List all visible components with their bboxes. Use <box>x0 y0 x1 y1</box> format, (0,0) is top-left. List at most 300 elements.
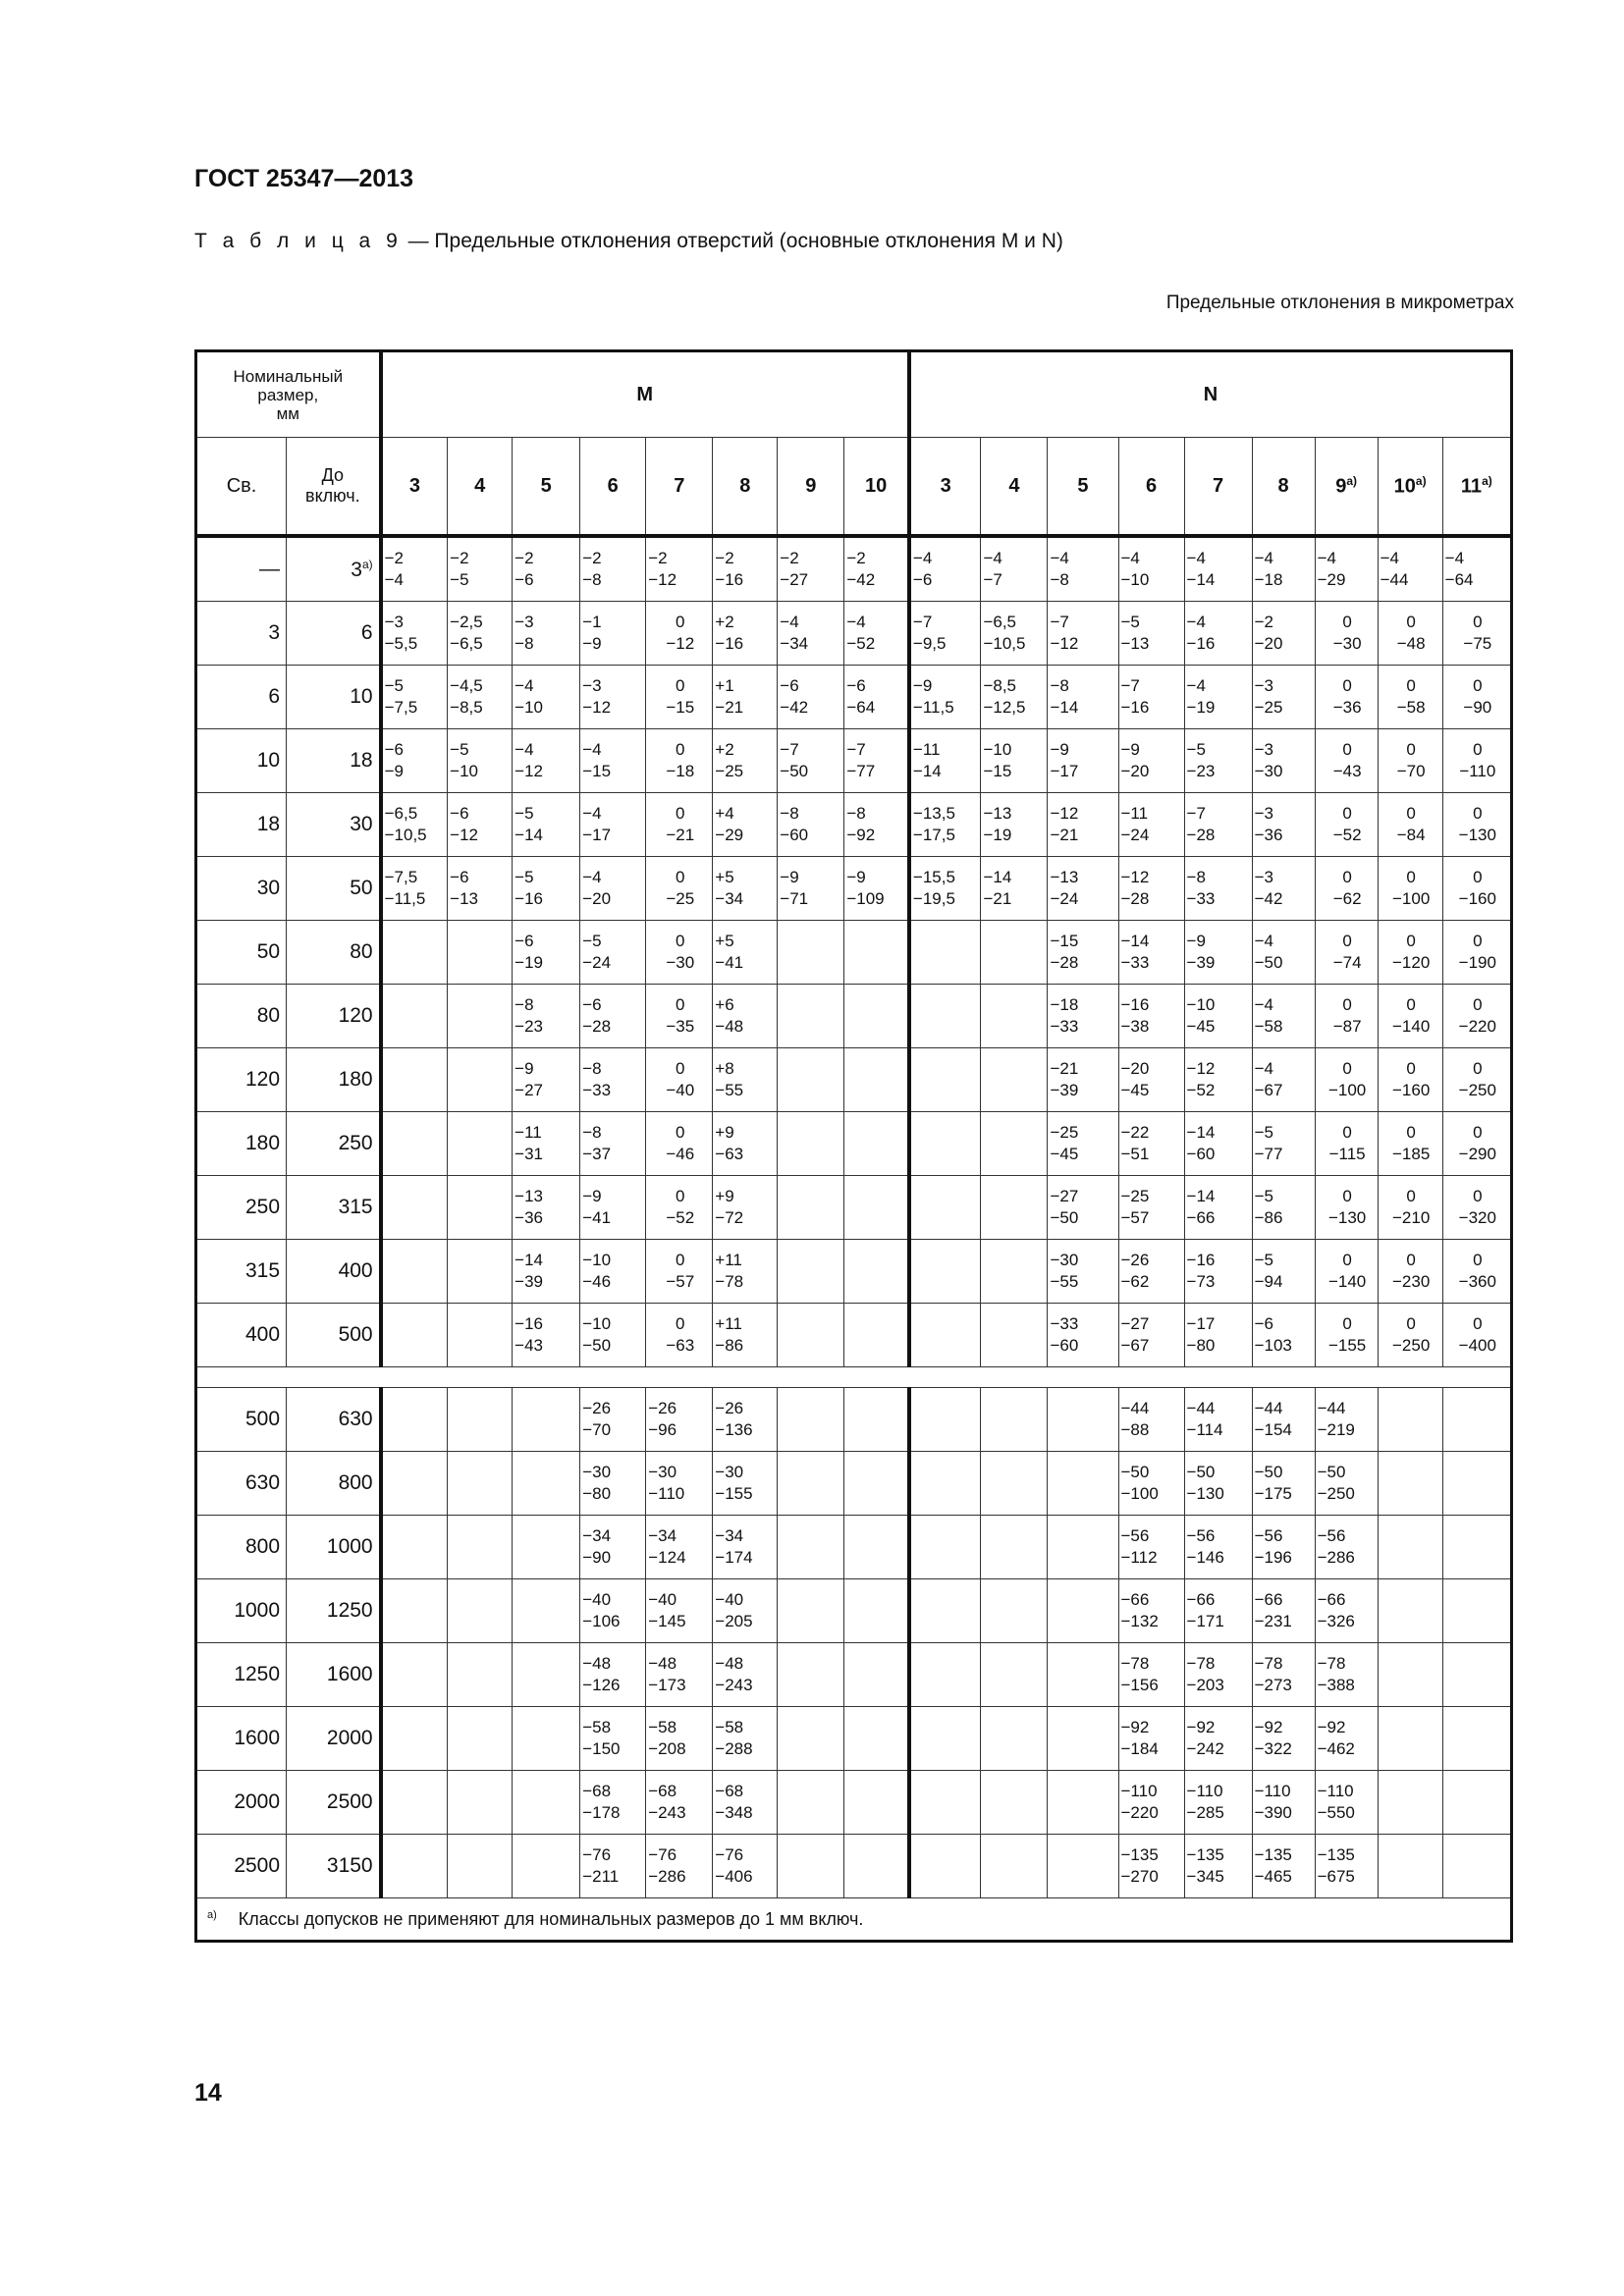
upper-deviation: −30 <box>1050 1251 1079 1269</box>
lower-deviation: −24 <box>1120 826 1150 844</box>
deviation-cell-n <box>981 1240 1048 1304</box>
lower-deviation: −34 <box>780 634 809 653</box>
size-from: 6 <box>196 666 287 729</box>
size-from: 315 <box>196 1240 287 1304</box>
upper-deviation: −13,5 <box>912 804 955 823</box>
deviation-cell-n <box>1442 793 1511 857</box>
lower-deviation: −112 <box>1120 1548 1158 1567</box>
deviation-cell-n <box>1184 1048 1252 1112</box>
deviation-cell-n <box>1442 1048 1511 1112</box>
deviation-cell-n <box>1048 1048 1118 1112</box>
size-to-value: 1000 <box>326 1535 373 1558</box>
upper-deviation: −4 <box>983 549 1002 567</box>
deviation-cell-m <box>513 1176 580 1240</box>
lower-deviation: −28 <box>1120 889 1150 908</box>
class-header-label: 4 <box>1008 474 1020 497</box>
lower-deviation: −462 <box>1317 1739 1355 1758</box>
lower-deviation: −320 <box>1458 1208 1496 1227</box>
upper-deviation: +8 <box>715 1059 734 1078</box>
upper-deviation: −26 <box>582 1399 612 1417</box>
deviation-cell-m <box>844 921 909 985</box>
lower-deviation: −10 <box>1120 570 1150 589</box>
lower-deviation: −16 <box>715 634 744 653</box>
class-header-n <box>1252 438 1315 537</box>
size-header-line: мм <box>276 403 299 423</box>
upper-deviation: 0 <box>1406 1314 1416 1333</box>
lower-deviation: −43 <box>1332 762 1362 780</box>
lower-deviation: −52 <box>1186 1081 1216 1099</box>
deviation-cell-n <box>981 1516 1048 1579</box>
deviation-cell-n <box>1315 729 1378 793</box>
class-header-label: 6 <box>1145 474 1158 497</box>
size-to <box>287 1835 381 1898</box>
deviation-cell-m <box>778 536 844 602</box>
upper-deviation: −4 <box>846 613 866 631</box>
lower-deviation: −273 <box>1254 1676 1292 1694</box>
deviation-cell-m <box>713 1771 778 1835</box>
lower-deviation: −60 <box>1186 1145 1216 1163</box>
deviation-cell-n <box>1252 1112 1315 1176</box>
upper-deviation: −4 <box>1186 549 1206 567</box>
upper-deviation: −2 <box>846 549 866 567</box>
deviation-cell-m <box>448 857 513 921</box>
deviation-cell-n <box>1252 602 1315 666</box>
upper-deviation: −6 <box>450 868 469 886</box>
size-from: 630 <box>196 1452 287 1516</box>
upper-deviation: −78 <box>1120 1654 1150 1673</box>
size-from: 10 <box>196 729 287 793</box>
class-header-n <box>1118 438 1184 537</box>
deviation-cell-m <box>844 1771 909 1835</box>
class-header-label: 5 <box>1077 474 1089 497</box>
upper-deviation: 0 <box>1342 676 1352 695</box>
lower-deviation: −74 <box>1332 953 1362 972</box>
upper-deviation: −13 <box>983 804 1012 823</box>
upper-deviation: −9 <box>1120 740 1140 759</box>
deviation-cell-m <box>713 1048 778 1112</box>
upper-deviation: −4 <box>1254 995 1273 1014</box>
upper-deviation: −26 <box>1120 1251 1150 1269</box>
lower-deviation: −27 <box>780 570 809 589</box>
deviation-cell-m <box>513 1304 580 1367</box>
deviation-cell-n <box>1048 1176 1118 1240</box>
lower-deviation: −45 <box>1050 1145 1079 1163</box>
table-separator-row <box>196 1367 1512 1388</box>
size-to <box>287 1707 381 1771</box>
upper-deviation: −34 <box>648 1526 677 1545</box>
size-to <box>287 1176 381 1240</box>
size-to-value: 18 <box>350 749 373 772</box>
upper-deviation: −6 <box>780 676 799 695</box>
lower-deviation: −17 <box>1050 762 1079 780</box>
lower-deviation: −110 <box>1459 762 1496 780</box>
lower-deviation: −33 <box>582 1081 612 1099</box>
upper-deviation: −40 <box>715 1590 744 1609</box>
lower-deviation: −84 <box>1396 826 1426 844</box>
deviation-cell-n <box>1315 1835 1378 1898</box>
lower-deviation: −12 <box>1050 634 1079 653</box>
deviation-cell-m <box>646 1707 713 1771</box>
lower-deviation: −100 <box>1120 1484 1159 1503</box>
upper-deviation: −3 <box>1254 740 1273 759</box>
upper-deviation: 0 <box>1342 613 1352 631</box>
deviation-cell-n <box>1378 1771 1442 1835</box>
upper-deviation: 0 <box>1406 868 1416 886</box>
upper-deviation: 0 <box>1473 1314 1483 1333</box>
deviation-cell-m <box>713 985 778 1048</box>
deviation-cell-n <box>1184 602 1252 666</box>
class-header-label: 9 <box>1335 475 1347 498</box>
deviation-cell-n <box>1184 1112 1252 1176</box>
deviation-cell-m <box>448 729 513 793</box>
lower-deviation: −8 <box>514 634 534 653</box>
upper-deviation: 0 <box>1473 740 1483 759</box>
upper-deviation: −8 <box>1186 868 1206 886</box>
deviation-cell-m <box>448 1112 513 1176</box>
upper-deviation: 0 <box>1406 1059 1416 1078</box>
deviation-cell-n <box>1315 857 1378 921</box>
deviation-cell-m <box>513 1516 580 1579</box>
deviation-cell-n <box>1442 1579 1511 1643</box>
class-header-m <box>778 438 844 537</box>
deviation-cell-n <box>1184 536 1252 602</box>
deviation-cell-n <box>909 857 981 921</box>
deviation-cell-m <box>448 1240 513 1304</box>
lower-deviation: −55 <box>715 1081 744 1099</box>
deviation-cell-m <box>713 857 778 921</box>
deviation-cell-n <box>1442 666 1511 729</box>
lower-deviation: −8 <box>1050 570 1069 589</box>
lower-deviation: −11,5 <box>384 889 426 908</box>
upper-deviation: −3 <box>384 613 404 631</box>
lower-deviation: −78 <box>715 1272 744 1291</box>
lower-deviation: −270 <box>1120 1867 1159 1886</box>
deviation-cell-n <box>1315 921 1378 985</box>
upper-deviation: −76 <box>715 1845 744 1864</box>
deviation-cell-m <box>778 793 844 857</box>
class-header-m <box>646 438 713 537</box>
lower-deviation: −14 <box>912 762 942 780</box>
lower-deviation: −16 <box>715 570 744 589</box>
deviation-cell-m <box>513 793 580 857</box>
deviation-cell-n <box>1118 793 1184 857</box>
upper-deviation: −5 <box>384 676 404 695</box>
deviation-cell-m <box>513 1112 580 1176</box>
deviation-cell-n <box>909 1112 981 1176</box>
lower-deviation: −173 <box>648 1676 686 1694</box>
deviation-cell-m <box>580 1048 646 1112</box>
lower-deviation: −17 <box>582 826 612 844</box>
class-header-label: 10 <box>864 474 888 497</box>
upper-deviation: −11 <box>912 740 941 759</box>
deviation-cell-m <box>448 536 513 602</box>
upper-deviation: −14 <box>1186 1187 1216 1205</box>
deviation-cell-n <box>1378 1707 1442 1771</box>
lower-deviation: −87 <box>1332 1017 1362 1036</box>
size-to <box>287 857 381 921</box>
deviation-cell-n <box>1184 1452 1252 1516</box>
deviation-cell-n <box>1048 921 1118 985</box>
lower-deviation: −39 <box>1186 953 1216 972</box>
lower-deviation: −130 <box>1458 826 1496 844</box>
upper-deviation: −44 <box>1120 1399 1150 1417</box>
deviation-cell-m <box>381 1388 448 1452</box>
deviation-cell-n <box>909 793 981 857</box>
deviation-cell-n <box>909 1048 981 1112</box>
deviation-cell-m <box>381 1516 448 1579</box>
size-to <box>287 793 381 857</box>
lower-deviation: −178 <box>582 1803 621 1822</box>
upper-deviation: −6,5 <box>384 804 418 823</box>
lower-deviation: −24 <box>1050 889 1079 908</box>
upper-deviation: +2 <box>715 740 734 759</box>
upper-deviation: −110 <box>1120 1782 1158 1800</box>
deviation-cell-n <box>1252 536 1315 602</box>
upper-deviation: −44 <box>1186 1399 1216 1417</box>
size-to-value: 1600 <box>326 1663 373 1685</box>
upper-deviation: −4 <box>1120 549 1140 567</box>
size-to <box>287 536 381 602</box>
size-to <box>287 921 381 985</box>
size-to-value: 250 <box>338 1132 373 1154</box>
upper-deviation: −2 <box>1254 613 1273 631</box>
deviation-cell-m <box>448 1835 513 1898</box>
deviation-cell-n <box>1315 985 1378 1048</box>
deviation-cell-m <box>381 666 448 729</box>
deviation-cell-n <box>1184 729 1252 793</box>
deviation-cell-n <box>1184 1835 1252 1898</box>
upper-deviation: −6 <box>1254 1314 1273 1333</box>
deviation-cell-n <box>1442 1707 1511 1771</box>
upper-deviation: −6 <box>582 995 602 1014</box>
deviation-cell-n <box>1378 1048 1442 1112</box>
deviation-cell-m <box>646 1048 713 1112</box>
upper-deviation: −135 <box>1120 1845 1159 1864</box>
deviation-cell-n <box>1048 602 1118 666</box>
deviation-cell-m <box>513 1835 580 1898</box>
upper-deviation: −30 <box>715 1463 744 1481</box>
document-id: ГОСТ 25347—2013 <box>194 165 414 192</box>
deviation-cell-n <box>1118 1112 1184 1176</box>
size-to-value: 180 <box>338 1068 373 1091</box>
size-to <box>287 666 381 729</box>
footnote-ref: а) <box>1415 473 1427 488</box>
upper-deviation: −78 <box>1317 1654 1346 1673</box>
lower-deviation: −9 <box>384 762 404 780</box>
deviation-cell-m <box>381 729 448 793</box>
lower-deviation: −40 <box>666 1081 695 1099</box>
class-header-label: 11 <box>1460 475 1483 498</box>
lower-deviation: −288 <box>715 1739 753 1758</box>
deviation-cell-n <box>1118 1176 1184 1240</box>
lower-deviation: −205 <box>715 1612 753 1630</box>
deviation-cell-n <box>1315 1452 1378 1516</box>
deviation-cell-m <box>778 1452 844 1516</box>
deviation-cell-n <box>1048 793 1118 857</box>
upper-deviation: −50 <box>1254 1463 1283 1481</box>
upper-deviation: −9 <box>1186 932 1206 950</box>
deviation-cell-m <box>513 1707 580 1771</box>
deviation-cell-n <box>1252 1048 1315 1112</box>
size-from: 800 <box>196 1516 287 1579</box>
deviation-cell-n <box>909 1643 981 1707</box>
deviation-cell-m <box>448 1452 513 1516</box>
lower-deviation: −6 <box>912 570 933 589</box>
deviation-cell-m <box>844 793 909 857</box>
deviation-cell-n <box>1252 1176 1315 1240</box>
deviation-cell-m <box>778 1304 844 1367</box>
lower-deviation: −77 <box>1254 1145 1283 1163</box>
upper-deviation: −17 <box>1186 1314 1216 1333</box>
lower-deviation: −326 <box>1317 1612 1355 1630</box>
upper-deviation: −2 <box>582 549 602 567</box>
upper-deviation: 0 <box>676 1059 685 1078</box>
lower-deviation: −132 <box>1120 1612 1159 1630</box>
lower-deviation: −44 <box>1380 570 1409 589</box>
upper-deviation: 0 <box>1342 1059 1352 1078</box>
deviation-cell-n <box>1048 1112 1118 1176</box>
upper-deviation: 0 <box>676 995 685 1014</box>
upper-deviation: −8 <box>846 804 866 823</box>
upper-deviation: −25 <box>1050 1123 1079 1142</box>
upper-deviation: −2 <box>648 549 668 567</box>
class-header-label: 4 <box>474 474 486 497</box>
deviation-cell-m <box>381 857 448 921</box>
lower-deviation: −16 <box>1186 634 1216 653</box>
upper-deviation: −92 <box>1317 1718 1346 1736</box>
lower-deviation: −7,5 <box>384 698 418 717</box>
upper-deviation: −110 <box>1254 1782 1291 1800</box>
lower-deviation: −39 <box>1050 1081 1079 1099</box>
upper-deviation: −76 <box>648 1845 677 1864</box>
size-to <box>287 1452 381 1516</box>
size-from: 50 <box>196 921 287 985</box>
upper-deviation: +2 <box>715 613 734 631</box>
lower-deviation: −30 <box>666 953 695 972</box>
deviation-cell-n <box>1184 1579 1252 1643</box>
deviation-cell-n <box>1378 1516 1442 1579</box>
deviation-cell-n <box>1315 1707 1378 1771</box>
deviation-cell-n <box>1442 1452 1511 1516</box>
deviation-cell-m <box>646 921 713 985</box>
deviation-cell-n <box>1378 1579 1442 1643</box>
deviation-cell-n <box>1184 1240 1252 1304</box>
upper-deviation: −48 <box>715 1654 744 1673</box>
upper-deviation: −7 <box>1186 804 1206 823</box>
upper-deviation: −8 <box>582 1123 602 1142</box>
class-header-label: 6 <box>607 474 619 497</box>
class-header-label: 3 <box>940 474 951 497</box>
deviation-cell-m <box>713 1304 778 1367</box>
deviation-cell-n <box>1315 1579 1378 1643</box>
deviation-cell-n <box>1048 1579 1118 1643</box>
table-row <box>196 1516 1512 1579</box>
lower-deviation: −15 <box>666 698 695 717</box>
upper-deviation: 0 <box>1473 995 1483 1014</box>
upper-deviation: +5 <box>715 932 734 950</box>
lower-deviation: −86 <box>1254 1208 1283 1227</box>
upper-deviation: −56 <box>1254 1526 1283 1545</box>
lower-deviation: −219 <box>1317 1420 1355 1439</box>
upper-deviation: −5 <box>514 868 534 886</box>
deviation-cell-m <box>713 1643 778 1707</box>
table-row <box>196 1240 1512 1304</box>
size-to <box>287 1643 381 1707</box>
lower-deviation: −70 <box>1396 762 1426 780</box>
deviation-cell-m <box>580 1707 646 1771</box>
deviation-cell-n <box>1378 1388 1442 1452</box>
class-header-label: 8 <box>1277 474 1289 497</box>
deviation-cell-n <box>981 1304 1048 1367</box>
lower-deviation: −675 <box>1317 1867 1355 1886</box>
upper-deviation: 0 <box>676 1123 685 1142</box>
upper-deviation: −44 <box>1254 1399 1283 1417</box>
upper-deviation: −9 <box>780 868 799 886</box>
deviation-cell-m <box>713 1835 778 1898</box>
lower-deviation: −11,5 <box>912 698 954 717</box>
deviation-cell-n <box>1118 921 1184 985</box>
lower-deviation: −58 <box>1254 1017 1283 1036</box>
deviation-cell-n <box>1315 1516 1378 1579</box>
lower-deviation: −14 <box>514 826 544 844</box>
deviation-cell-n <box>909 1176 981 1240</box>
deviation-cell-m <box>646 1579 713 1643</box>
size-to-value: 3150 <box>326 1854 373 1877</box>
lower-deviation: −48 <box>715 1017 744 1036</box>
upper-deviation: −3 <box>514 613 534 631</box>
deviation-cell-n <box>1378 1643 1442 1707</box>
size-header-line: Номинальный <box>233 366 344 386</box>
lower-deviation: −10,5 <box>983 634 1026 653</box>
upper-deviation: −12 <box>1120 868 1150 886</box>
upper-deviation: −56 <box>1120 1526 1150 1545</box>
lower-deviation: −286 <box>1317 1548 1355 1567</box>
lower-deviation: −114 <box>1186 1420 1223 1439</box>
lower-deviation: −36 <box>514 1208 544 1227</box>
lower-deviation: −16 <box>1120 698 1150 717</box>
lower-deviation: −30 <box>1254 762 1283 780</box>
size-to <box>287 1516 381 1579</box>
lower-deviation: −62 <box>1120 1272 1150 1291</box>
lower-deviation: −77 <box>846 762 876 780</box>
deviation-cell-m <box>713 921 778 985</box>
size-to <box>287 602 381 666</box>
upper-deviation: 0 <box>1342 1187 1352 1205</box>
lower-deviation: −42 <box>1254 889 1283 908</box>
upper-deviation: −5 <box>1254 1123 1273 1142</box>
deviation-cell-m <box>844 1304 909 1367</box>
class-header-n <box>1315 438 1378 537</box>
deviation-cell-m <box>580 1579 646 1643</box>
size-from: 120 <box>196 1048 287 1112</box>
deviation-cell-n <box>1184 666 1252 729</box>
lower-deviation: −43 <box>514 1336 544 1355</box>
upper-deviation: 0 <box>1342 740 1352 759</box>
upper-deviation: +9 <box>715 1123 734 1142</box>
lower-deviation: −94 <box>1254 1272 1283 1291</box>
upper-deviation: +11 <box>715 1314 742 1333</box>
deviation-cell-n <box>1048 666 1118 729</box>
deviation-cell-m <box>381 1048 448 1112</box>
deviation-cell-m <box>513 1240 580 1304</box>
lower-deviation: −33 <box>1050 1017 1079 1036</box>
table-row <box>196 985 1512 1048</box>
upper-deviation: −68 <box>715 1782 744 1800</box>
footnote-ref: а) <box>1482 473 1492 488</box>
upper-deviation: −10 <box>1186 995 1216 1014</box>
class-header-label: 9 <box>805 474 817 497</box>
upper-deviation: −4 <box>582 804 602 823</box>
